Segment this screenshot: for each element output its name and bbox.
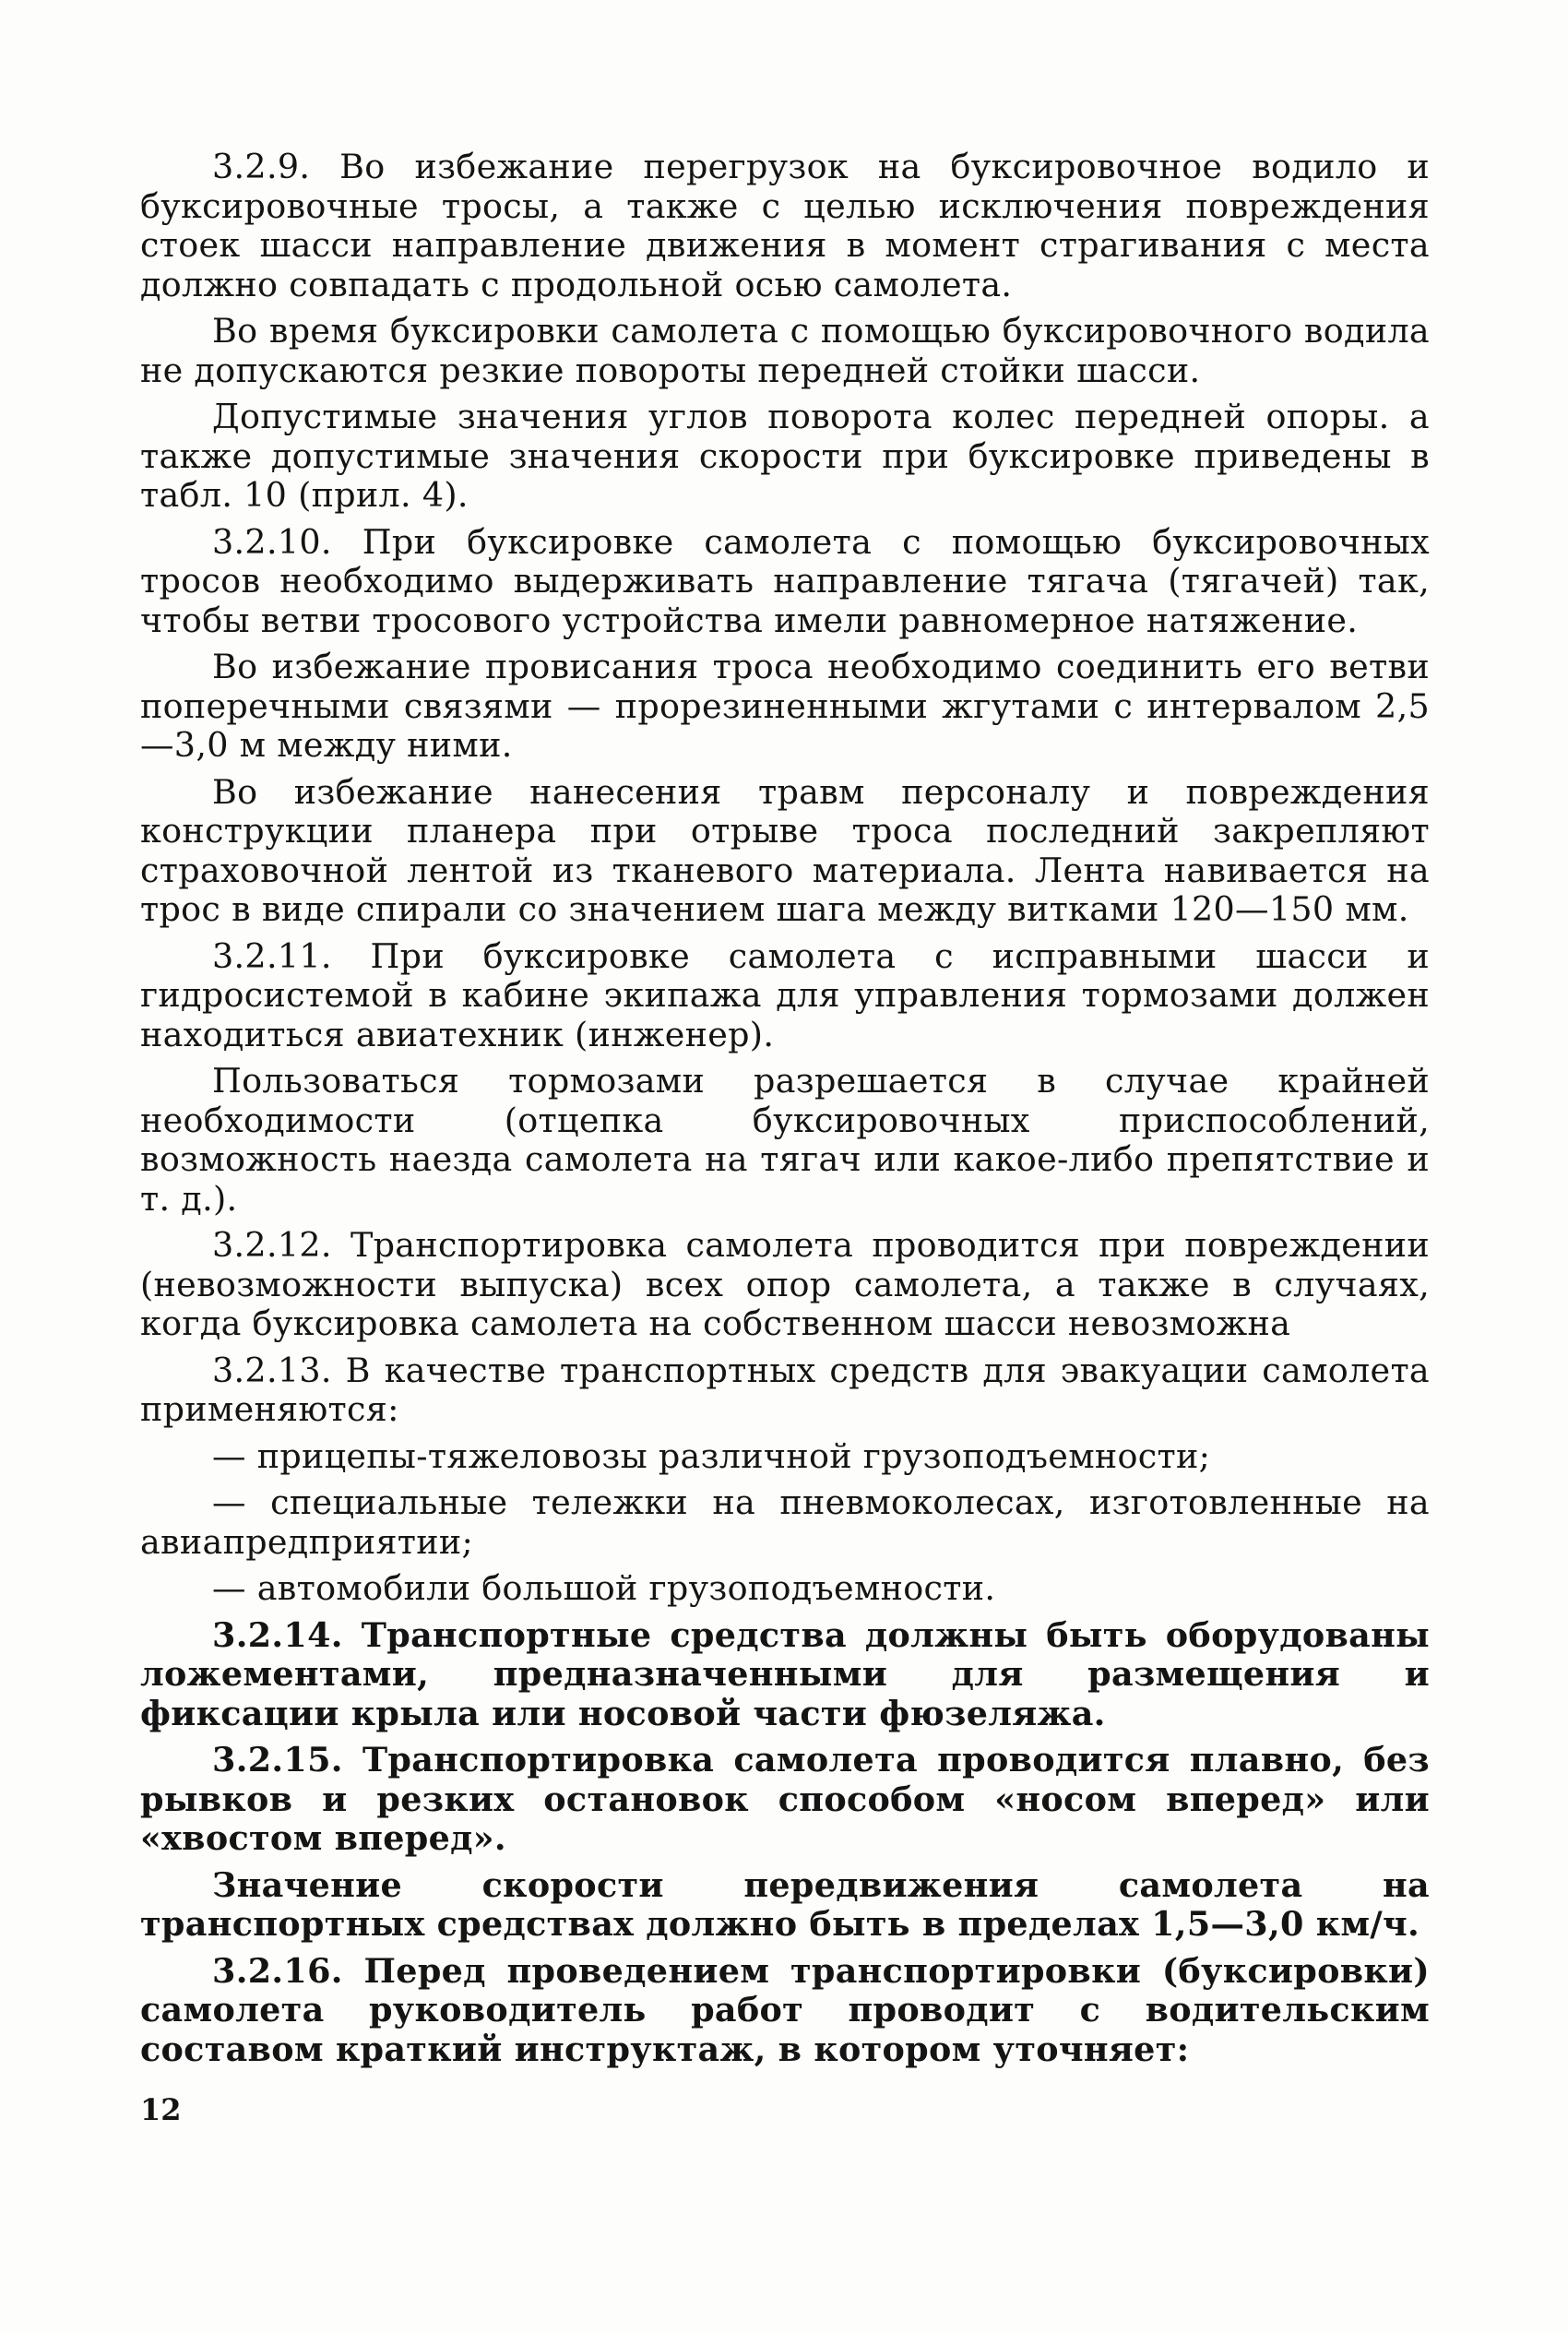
paragraph-brakes: Пользоваться тормозами разрешается в случае крайней необходимости (отцепка буксировочных приспособлений, возможность наезда самолета на тягач или какое-либо препятствие и т. д.). <box>140 1061 1430 1219</box>
paragraph-3-2-9: 3.2.9. Во избежание перегрузок на буксировочное водило и буксировочные тросы, а также с целью исключения повреждения стоек шасси направление движения в момент страгивания с места должно совпадать с продольной осью самолета. <box>140 147 1430 304</box>
paragraph-3-2-12: 3.2.12. Транспортировка самолета проводится при повреждении (невозможности выпуска) всех опор самолета, а также в случаях, когда буксировка самолета на собственном шасси невозможна <box>140 1225 1430 1343</box>
body-text <box>140 148 1430 2077</box>
list-item: — прицепы-тяжеловозы различной грузоподъемности; <box>212 1435 1211 1476</box>
paragraph-cable-sag: Во избежание провисания троса необходимо соединить его ветви поперечными связями — прорезиненными жгутами с интервалом 2,5—3,0 м между ними. <box>140 647 1430 765</box>
list-item: — специальные тележки на пневмоколесах, изготовленные на авиапредприятии; <box>140 1482 1430 1562</box>
page-number: 12 <box>140 2092 182 2127</box>
paragraph-3-2-15: 3.2.15. Транспортировка самолета проводится плавно, без рывков и резких остановок способом «носом вперед» или «хвостом вперед». <box>140 1740 1430 1858</box>
paragraph-3-2-13: 3.2.13. В качестве транспортных средств для эвакуации самолета применяются: <box>140 1350 1430 1429</box>
paragraph-3-2-14: 3.2.14. Транспортные средства должны быть оборудованы ложементами, предназначенными для размещения и фиксации крыла или носовой части фюзеляжа. <box>140 1614 1430 1733</box>
paragraph-towing-bar: Во время буксировки самолета с помощью буксировочного водила не допускаются резкие повороты передней стойки шасси. <box>140 311 1430 390</box>
paragraph-3-2-11: 3.2.11. При буксировке самолета с исправными шасси и гидросистемой в кабине экипажа для управления тормозами должен находиться авиатехник (инженер). <box>140 935 1430 1054</box>
paragraph-allowed-values: Допустимые значения углов поворота колес передней опоры. а также допустимые значения скорости при буксировке приведены в табл. 10 (прил. 4). <box>140 397 1430 515</box>
paragraph-3-2-10: 3.2.10. При буксировке самолета с помощью буксировочных тросов необходимо выдерживать направление тягача (тягачей) так, чтобы ветви тросового устройства имели равномерное натяжение. <box>140 521 1430 640</box>
paragraph-speed: Значение скорости передвижения самолета на транспортных средствах должно быть в пределах 1,5—3,0 км/ч. <box>140 1864 1430 1944</box>
paragraph-3-2-16: 3.2.16. Перед проведением транспортировки (буксировки) самолета руководитель работ проводит с водительским составом краткий инструктаж, в котором уточняет: <box>140 1950 1430 2069</box>
list-item: — автомобили большой грузоподъемности. <box>212 1568 996 1608</box>
paragraph-safety-tape: Во избежание нанесения травм персоналу и повреждения конструкции планера при отрыве троса последний закрепляют страховочной лентой из тканевого материала. Лента навивается на трос в виде спирали со значением шага между витками 120—150 мм. <box>140 771 1430 929</box>
